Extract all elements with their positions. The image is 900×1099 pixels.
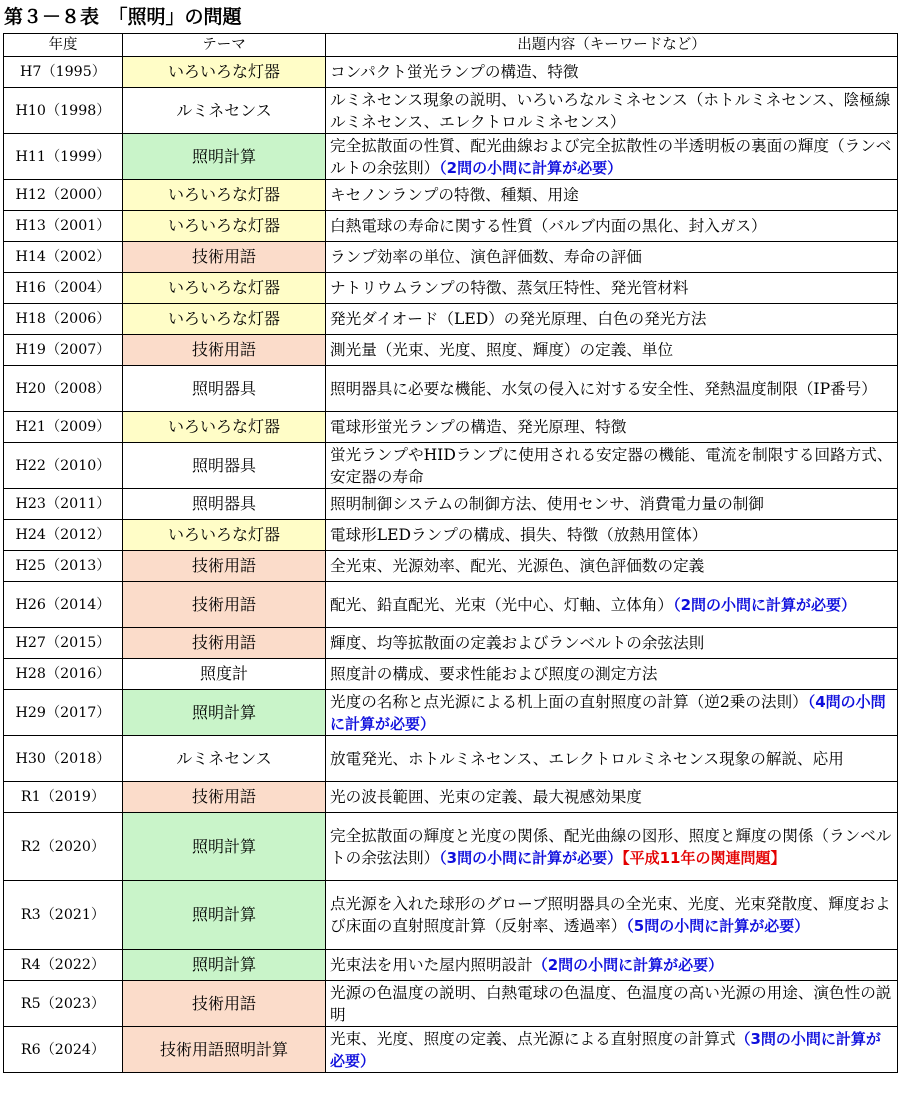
content-text: 点光源を入れた球形のグローブ照明器具の全光束、光度、光束発散度、輝度および床面の直射照度計算（反射率、透過率） xyxy=(330,895,891,935)
table-row xyxy=(4,551,898,582)
theme-cell: ルミネセンス xyxy=(123,736,326,782)
theme-cell: 技術用語 xyxy=(123,582,326,628)
calc-note: （2問の小問に計算が必要） xyxy=(532,956,724,974)
content-cell xyxy=(326,582,898,628)
content-cell xyxy=(326,88,898,134)
content-cell xyxy=(326,628,898,659)
theme-cell: いろいろな灯器 xyxy=(123,520,326,551)
theme-cell: 照明器具 xyxy=(123,443,326,489)
table-row xyxy=(4,134,898,180)
calc-note: （2問の小問に計算が必要） xyxy=(439,158,623,177)
year-cell: H29（2017） xyxy=(4,690,123,736)
year-cell: H22（2010） xyxy=(4,443,123,489)
year-cell: H20（2008） xyxy=(4,366,123,412)
calc-note: （4問の小問に計算が必要） xyxy=(330,692,886,733)
content-cell xyxy=(326,736,898,782)
year-cell: H30（2018） xyxy=(4,736,123,782)
header-theme: テーマ xyxy=(123,34,326,57)
year-cell: R5（2023） xyxy=(4,981,123,1027)
content-text: 照明制御システムの制御方法、使用センサ、消費電力量の制御 xyxy=(330,495,764,513)
year-cell: H24（2012） xyxy=(4,520,123,551)
table-row xyxy=(4,736,898,782)
content-cell xyxy=(326,690,898,736)
content-cell xyxy=(326,782,898,813)
theme-cell: 技術用語 xyxy=(123,551,326,582)
table-row xyxy=(4,57,898,88)
theme-cell: 照明計算 xyxy=(123,690,326,736)
related-problem-note: 【平成11年の関連問題】 xyxy=(622,848,786,867)
content-cell xyxy=(326,551,898,582)
table-row xyxy=(4,242,898,273)
theme-cell: 照明計算 xyxy=(123,881,326,950)
theme-cell: 照明器具 xyxy=(123,489,326,520)
header-year: 年度 xyxy=(4,34,123,57)
content-cell xyxy=(326,366,898,412)
content-text: 照明器具に必要な機能、水気の侵入に対する安全性、発熱温度制限（IP番号） xyxy=(330,379,877,398)
table-row xyxy=(4,304,898,335)
table-header-row xyxy=(4,34,898,57)
year-cell: R2（2020） xyxy=(4,813,123,881)
year-cell: H18（2006） xyxy=(4,304,123,335)
content-text: 光の波長範囲、光束の定義、最大視感効果度 xyxy=(330,788,642,806)
table-row xyxy=(4,335,898,366)
year-cell: R6（2024） xyxy=(4,1027,123,1073)
table-row xyxy=(4,813,898,881)
content-cell xyxy=(326,443,898,489)
table-row xyxy=(4,520,898,551)
content-text: コンパクト蛍光ランプの構造、特徴 xyxy=(330,63,579,81)
year-cell: H26（2014） xyxy=(4,582,123,628)
header-content: 出題内容（キーワードなど） xyxy=(326,34,898,57)
table-row xyxy=(4,582,898,628)
year-cell: R3（2021） xyxy=(4,881,123,950)
content-text: ナトリウムランプの特徴、蒸気圧特性、発光管材料 xyxy=(330,279,689,297)
content-text: 電球形LEDランプの構成、損失、特徴（放熱用筐体） xyxy=(330,526,708,544)
theme-cell: 技術用語 xyxy=(123,242,326,273)
content-cell xyxy=(326,180,898,211)
year-cell: H12（2000） xyxy=(4,180,123,211)
table-row xyxy=(4,1027,898,1073)
theme-cell: 照明計算 xyxy=(123,950,326,981)
table-row xyxy=(4,628,898,659)
calc-note: （5問の小問に計算が必要） xyxy=(626,917,810,935)
table-body xyxy=(4,57,898,1073)
content-cell xyxy=(326,813,898,881)
content-text: 電球形蛍光ランプの構造、発光原理、特徴 xyxy=(330,418,627,436)
year-cell: H21（2009） xyxy=(4,412,123,443)
content-text: 光源の色温度の説明、白熱電球の色温度、色温度の高い光源の用途、演色性の説明 xyxy=(330,983,892,1024)
year-cell: H25（2013） xyxy=(4,551,123,582)
content-cell xyxy=(326,211,898,242)
year-cell: H27（2015） xyxy=(4,628,123,659)
table-row xyxy=(4,881,898,950)
content-text: 全光束、光源効率、配光、光源色、演色評価数の定義 xyxy=(330,557,705,575)
content-text: ルミネセンス現象の説明、いろいろなルミネセンス（ホトルミネセンス、陰極線ルミネセンス、エレクトロルミネセンス） xyxy=(330,90,891,131)
table-row xyxy=(4,88,898,134)
table-row xyxy=(4,211,898,242)
table-row xyxy=(4,690,898,736)
year-cell: H19（2007） xyxy=(4,335,123,366)
content-cell xyxy=(326,659,898,690)
content-text: キセノンランプの特徴、種類、用途 xyxy=(330,186,579,204)
theme-cell: いろいろな灯器 xyxy=(123,304,326,335)
content-text: 光度の名称と点光源による机上面の直射照度の計算（逆2乗の法則） xyxy=(330,692,808,711)
calc-note: （3問の小問に計算が必要） xyxy=(439,848,623,867)
content-cell xyxy=(326,242,898,273)
content-text: 測光量（光束、光度、照度、輝度）の定義、単位 xyxy=(330,341,674,359)
content-text: 完全拡散面の輝度と光度の関係、配光曲線の図形、照度と輝度の関係（ランベルトの余弦法則） xyxy=(330,826,892,867)
year-cell: H14（2002） xyxy=(4,242,123,273)
calc-note: （2問の小問に計算が必要） xyxy=(673,595,857,614)
table-row xyxy=(4,366,898,412)
table-row xyxy=(4,180,898,211)
content-cell xyxy=(326,1027,898,1073)
content-cell xyxy=(326,134,898,180)
content-cell xyxy=(326,950,898,981)
year-cell: H23（2011） xyxy=(4,489,123,520)
content-text: 発光ダイオード（LED）の発光原理、白色の発光方法 xyxy=(330,310,707,328)
content-text: 光束法を用いた屋内照明設計 xyxy=(330,956,533,974)
theme-cell: いろいろな灯器 xyxy=(123,412,326,443)
content-cell xyxy=(326,304,898,335)
theme-cell: 技術用語 xyxy=(123,335,326,366)
content-cell xyxy=(326,335,898,366)
table-row xyxy=(4,981,898,1027)
content-text: 光束、光度、照度の定義、点光源による直射照度の計算式 xyxy=(330,1029,736,1048)
year-cell: H10（1998） xyxy=(4,88,123,134)
content-text: 白熱電球の寿命に関する性質（バルブ内面の黒化、封入ガス） xyxy=(330,217,767,235)
content-text: 照度計の構成、要求性能および照度の測定方法 xyxy=(330,665,658,683)
year-cell: R1（2019） xyxy=(4,782,123,813)
theme-cell: 照明計算 xyxy=(123,813,326,881)
table-row xyxy=(4,782,898,813)
theme-cell: 照度計 xyxy=(123,659,326,690)
year-cell: H11（1999） xyxy=(4,134,123,180)
year-cell: H7（1995） xyxy=(4,57,123,88)
table-row xyxy=(4,489,898,520)
content-cell xyxy=(326,881,898,950)
content-cell xyxy=(326,489,898,520)
lighting-problems-table xyxy=(3,33,898,1073)
content-text: 放電発光、ホトルミネセンス、エレクトロルミネセンス現象の解説、応用 xyxy=(330,749,844,768)
table-row xyxy=(4,950,898,981)
table-row xyxy=(4,659,898,690)
table-row xyxy=(4,412,898,443)
content-cell xyxy=(326,273,898,304)
theme-cell: 技術用語照明計算 xyxy=(123,1027,326,1073)
theme-cell: いろいろな灯器 xyxy=(123,273,326,304)
theme-cell: 技術用語 xyxy=(123,981,326,1027)
year-cell: H28（2016） xyxy=(4,659,123,690)
theme-cell: 技術用語 xyxy=(123,628,326,659)
content-text: 配光、鉛直配光、光束（光中心、灯軸、立体角） xyxy=(330,595,674,614)
year-cell: H16（2004） xyxy=(4,273,123,304)
calc-note: （3問の小問に計算が必要） xyxy=(330,1029,881,1070)
year-cell: R4（2022） xyxy=(4,950,123,981)
content-text: 完全拡散面の性質、配光曲線および完全拡散性の半透明板の裏面の輝度（ランベルトの余弦則） xyxy=(330,136,892,177)
content-text: 輝度、均等拡散面の定義およびランベルトの余弦法則 xyxy=(330,634,705,652)
theme-cell: 照明計算 xyxy=(123,134,326,180)
content-cell xyxy=(326,412,898,443)
theme-cell: 技術用語 xyxy=(123,782,326,813)
content-cell xyxy=(326,981,898,1027)
content-text: 蛍光ランプやHIDランプに使用される安定器の機能、電流を制限する回路方式、安定器の寿命 xyxy=(330,445,893,486)
page-title: 第３－８表 「照明」の問題 xyxy=(4,6,242,28)
theme-cell: いろいろな灯器 xyxy=(123,180,326,211)
content-cell xyxy=(326,57,898,88)
theme-cell: いろいろな灯器 xyxy=(123,57,326,88)
table-row xyxy=(4,273,898,304)
table-row xyxy=(4,443,898,489)
content-text: ランプ効率の単位、演色評価数、寿命の評価 xyxy=(330,248,642,266)
theme-cell: ルミネセンス xyxy=(123,88,326,134)
theme-cell: 照明器具 xyxy=(123,366,326,412)
year-cell: H13（2001） xyxy=(4,211,123,242)
theme-cell: いろいろな灯器 xyxy=(123,211,326,242)
content-cell xyxy=(326,520,898,551)
